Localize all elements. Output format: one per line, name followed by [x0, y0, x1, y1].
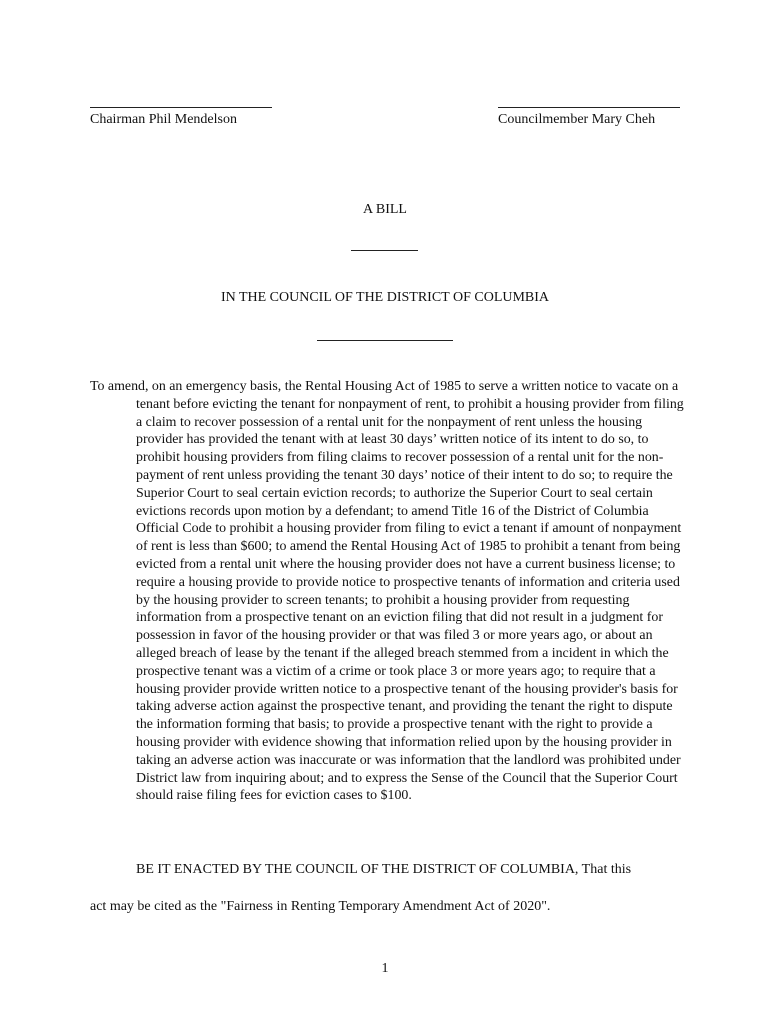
bill-long-title: To amend, on an emergency basis, the Rental Housing Act of 1985 to serve a written notice to vacate on a tenant before evicting the tenant for nonpayment of rent, to prohibit a housing provider from filing a claim to recover possession of a rental unit for the nonpayment of rent unless the housing provider has provided the tenant with at least 30 days’ written notice of its intent to do so, to prohibit housing providers from filing claims to recover possession of a rental unit for the non-payment of rent unless providing the tenant 30 days’ notice of their intent to do so; to require the Superior Court to seal certain eviction records; to authorize the Superior Court to seal certain evictions records upon motion by a defendant; to amend Title 16 of the District of Columbia Official Code to prohibit a housing provider from filing to evict a tenant if amount of nonpayment of rent is less than $600; to amend the Rental Housing Act of 1985 to prohibit a tenant from being evicted from a rental unit where the housing provider does not have a current business license; to require a housing provide to provide notice to prospective tenants of information and criteria used by the housing provider to screen tenants; to prohibit a housing provider from requesting information from a prospective tenant on an eviction filing that did not result in a judgment for possession in favor of the housing provider or that was filed 3 or more years ago, or about an alleged breach of lease by the tenant if the alleged breach stemmed from a incident in which the prospective tenant was a victim of a crime or took place 3 or more years ago; to require that a housing provider provide written notice to a prospective tenant of the housing provider's basis for taking adverse action against the prospective tenant, and providing the tenant the right to dispute the information forming that basis; to provide a prospective tenant with the right to provide a housing provider with evidence showing that information relied upon by the housing provider in taking an adverse action was inaccurate or was information that the landlord was prohibited under District law from inquiring about; and to express the Sense of the Council that the Superior Court should raise filing fees for eviction cases to $100.	[90, 379, 684, 804]
signature-line-left	[90, 107, 272, 108]
enacting-clause: BE IT ENACTED BY THE COUNCIL OF THE DISTRICT OF COLUMBIA, That this	[136, 862, 632, 877]
council-rule	[317, 340, 453, 341]
signature-line-right	[498, 107, 680, 108]
title-rule	[351, 250, 418, 251]
page-number: 1	[381, 961, 389, 976]
signature-name-right: Councilmember Mary Cheh	[498, 112, 656, 127]
council-heading: IN THE COUNCIL OF THE DISTRICT OF COLUMBIA	[220, 290, 550, 305]
signature-name-left: Chairman Phil Mendelson	[90, 112, 237, 127]
short-title-clause: act may be cited as the "Fairness in Renting Temporary Amendment Act of 2020".	[90, 899, 551, 914]
bill-title: A BILL	[363, 202, 407, 217]
